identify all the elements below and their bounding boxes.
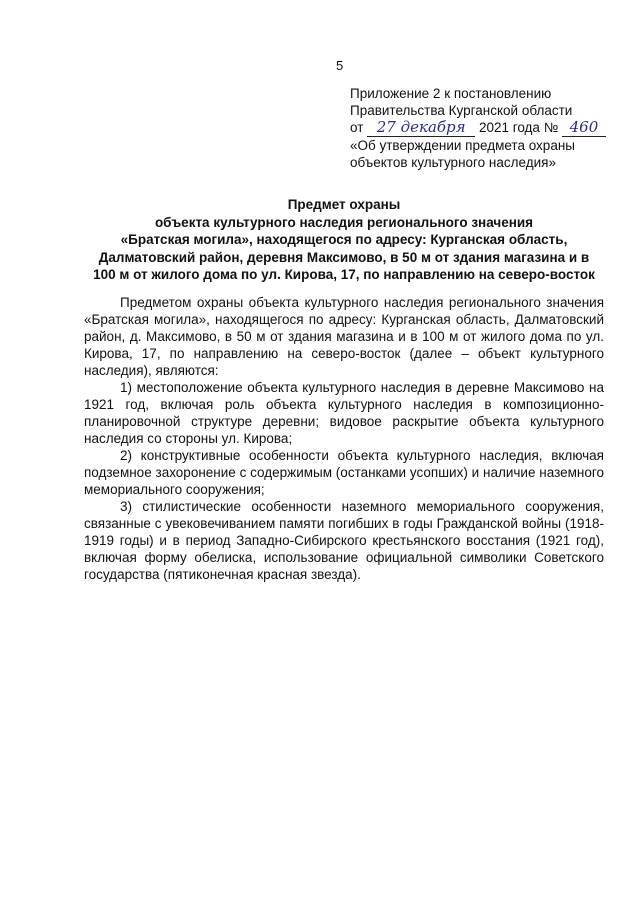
title-line-5: 100 м от жилого дома по ул. Кирова, 17, по направлению на северо-восток [93, 267, 595, 282]
from-label: от [350, 120, 364, 135]
year-label: 2021 года № [478, 120, 559, 135]
appendix-subject-line-1: «Об утверждении предмета охраны [350, 138, 575, 153]
handwritten-number: 460 [562, 119, 606, 137]
title-line-1: Предмет охраны [287, 197, 401, 212]
title-line-4: Далматовский район, деревня Максимово, в 50 м от здания магазина и в [98, 249, 590, 265]
body-item-1: 1) местоположение объекта культурного наследия в деревне Максимово на 1921 год, включая роль объекта культурного наследия в композиционно-планировочной структуре деревни; видовое раскрытие объекта культурного наследия со стороны ул. Кирова; [84, 380, 604, 446]
appendix-date-line [350, 119, 620, 137]
document-body [84, 294, 604, 583]
appendix-line-2: Правительства Курганской области [350, 103, 573, 118]
body-intro-paragraph: Предметом охраны объекта культурного наследия регионального значения «Братская могила», находящегося по адресу: Курганская область, Далматовский район, д. Максимово, в 50 м от здания магазина и в 100 м от жилого дома по ул. Кирова, 17, по направлению на северо-восток (далее – объект культурного наследия), являются: [84, 295, 604, 378]
title-line-2: объекта культурного наследия регионального значения [154, 214, 534, 230]
appendix-line-1: Приложение 2 к постановлению [350, 86, 552, 101]
document-title [84, 196, 604, 284]
handwritten-date: 27 декабря [367, 119, 475, 137]
title-line-3: «Братская могила», находящегося по адресу: Курганская область, [120, 232, 568, 247]
appendix-subject-line-2: объектов культурного наследия» [350, 155, 556, 170]
appendix-header [350, 85, 620, 171]
body-item-2: 2) конструктивные особенности объекта культурного наследия, включая подземное захоронение с содержимым (останками усопших) и наличие наземного мемориального сооружения; [84, 448, 604, 497]
page-number: 5 [336, 58, 344, 73]
body-item-3: 3) стилистические особенности наземного мемориального сооружения, связанные с увековечиванием памяти погибших в годы Гражданской войны (1918-1919 годы) и в период Западно-Сибирского крестьянского восстания (1921 год), включая форму обелиска, использование официальной символики Советского государства (пятиконечная красная звезда). [84, 499, 604, 582]
